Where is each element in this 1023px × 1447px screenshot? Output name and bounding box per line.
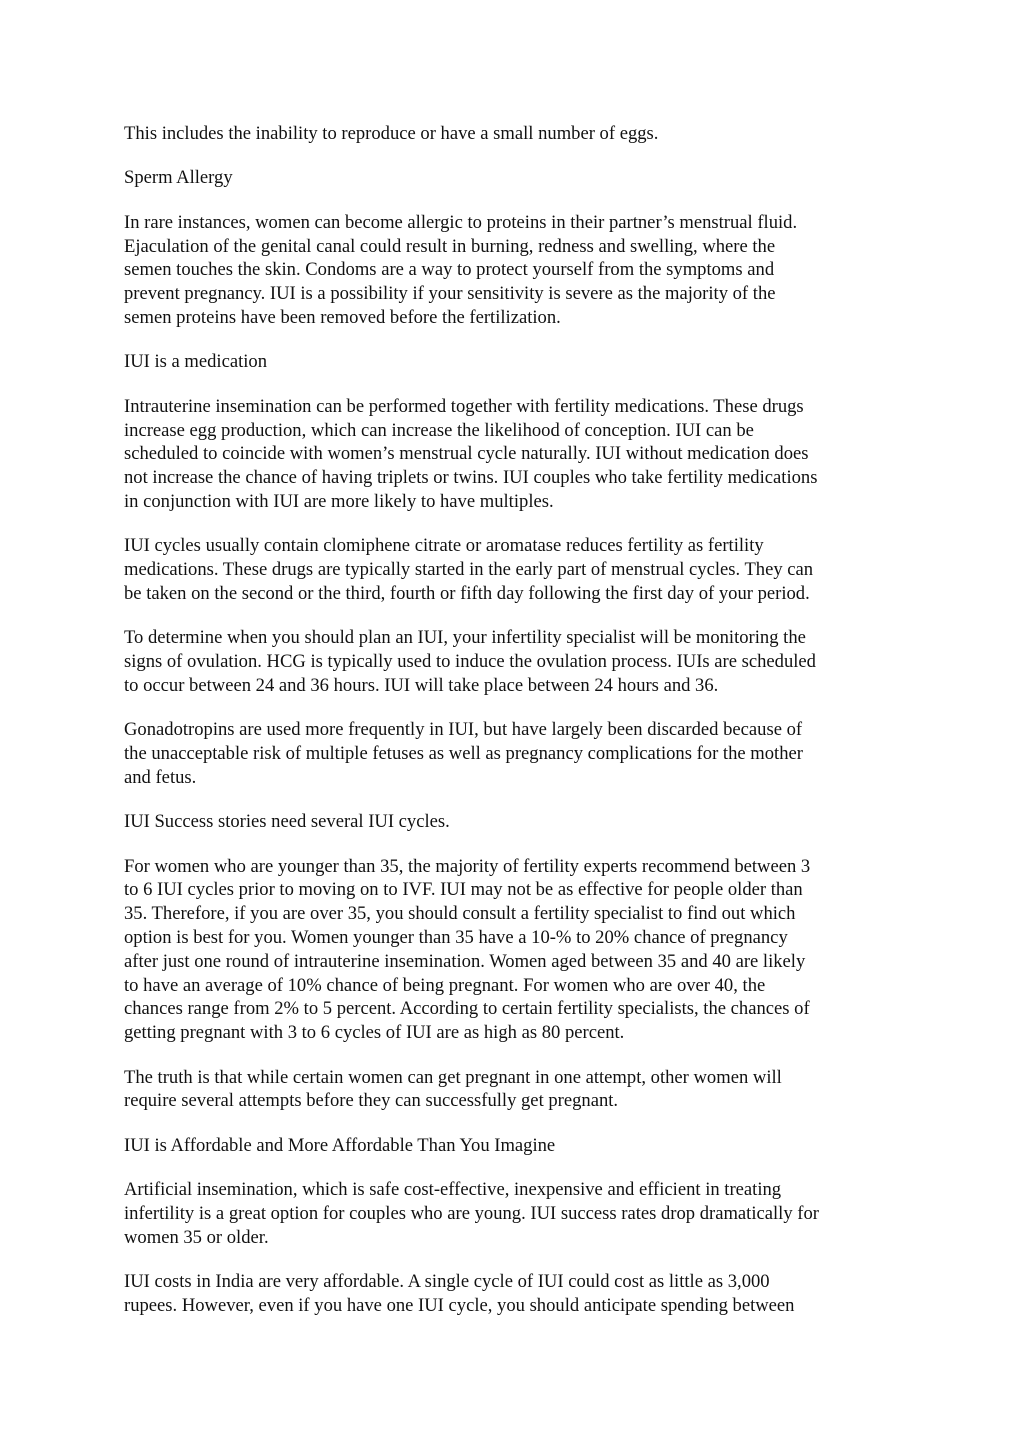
heading-affordable: IUI is Affordable and More Affordable Than You Imagine	[124, 1134, 556, 1156]
paragraph-intro: This includes the inability to reproduce or have a small number of eggs.	[124, 123, 659, 144]
document-page	[124, 122, 904, 1338]
paragraph-iui-costs: IUI costs in India are very affordable. A single cycle of IUI could cost as little as 3,000 rupees. However, even if you have one IUI cycle, you should anticipate spending between	[124, 1271, 795, 1316]
paragraph-artificial-insemination: Artificial insemination, which is safe cost-effective, inexpensive and efficient in treating infertility is a great option for couples who are young. IUI success rates drop dramatically for women 35 or older.	[124, 1179, 819, 1248]
paragraph-ovulation: To determine when you should plan an IUI, your infertility specialist will be monitoring the signs of ovulation. HCG is typically used to induce the ovulation process. IUIs are scheduled to occur between 24 and 36 hours. IUI will take place between 24 hours and 36.	[124, 627, 816, 696]
paragraph-sperm-allergy: In rare instances, women can become allergic to proteins in their partner’s menstrual fluid. Ejaculation of the genital canal could result in burning, redness and swelling, where the semen touches the skin. Condoms are a way to protect yourself from the symptoms and prevent pregnancy. IUI is a possibility if your sensitivity is severe as the majority of the semen proteins have been removed before the fertilization.	[124, 211, 798, 328]
heading-sperm-allergy: Sperm Allergy	[124, 167, 233, 189]
heading-success-stories: IUI Success stories need several IUI cycles.	[124, 811, 450, 833]
paragraph-iui-cycles: IUI cycles usually contain clomiphene citrate or aromatase reduces fertility as fertility medications. These drugs are typically started in the early part of menstrual cycles. They can be taken on the second or the third, fourth or fifth day following the first day of your period.	[124, 535, 814, 604]
paragraph-gonadotropins: Gonadotropins are used more frequently in IUI, but have largely been discarded because of the unacceptable risk of multiple fetuses as well as pregnancy complications for the mother and fetus.	[124, 719, 803, 788]
paragraph-success-rates: For women who are younger than 35, the majority of fertility experts recommend between 3 to 6 IUI cycles prior to moving on to IVF. IUI may not be as effective for people older than 35. Therefore, if you are over 35, you should consult a fertility specialist to find out which option is best for you. Women younger than 35 have a 10-% to 20% chance of pregnancy after just one round of intrauterine insemination. Women aged between 35 and 40 are likely to have an average of 10% chance of being pregnant. For women who are over 40, the chances range from 2% to 5 percent. According to certain fertility specialists, the chances of getting pregnant with 3 to 6 cycles of IUI are as high as 80 percent.	[124, 855, 811, 1044]
paragraph-iui-medication: Intrauterine insemination can be performed together with fertility medications. These drugs increase egg production, which can increase the likelihood of conception. IUI can be scheduled to coincide with women’s menstrual cycle naturally. IUI without medication does not increase the chance of having triplets or twins. IUI couples who take fertility medications in conjunction with IUI are more likely to have multiples.	[124, 395, 818, 512]
heading-iui-medication: IUI is a medication	[124, 351, 268, 373]
paragraph-attempts: The truth is that while certain women can get pregnant in one attempt, other women will require several attempts before they can successfully get pregnant.	[124, 1066, 782, 1112]
